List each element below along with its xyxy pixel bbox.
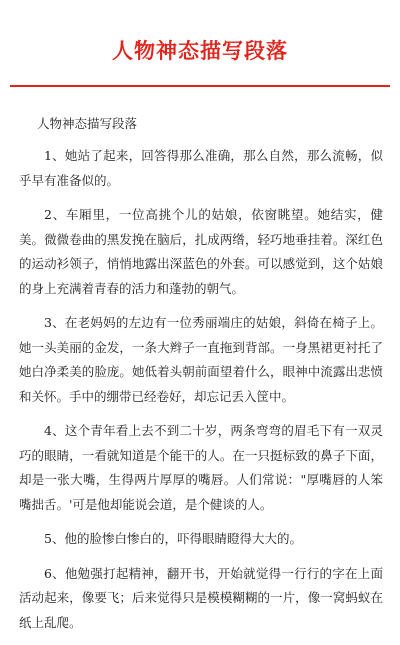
paragraph-1: 1、她站了起来，回答得那么准确，那么自然，那么流畅，似乎早有准备似的。: [19, 148, 383, 188]
article-subtitle: 人物神态描写段落: [37, 116, 138, 131]
title-divider: [10, 85, 390, 87]
paragraph-2: 2、车厢里，一位高挑个儿的姑娘，依窗眺望。她结实，健美。微微卷曲的黑发挽在脑后，扎成两绺，轻巧地垂挂着。深红色的运动衫领子，悄悄地露出深蓝色的外套。可以感觉到，这个姑娘的身上充满着青春的活力和蓬勃的朝气。: [19, 207, 383, 296]
article-body: [19, 115, 383, 645]
paragraph-5: 5、他的脸惨白惨白的，吓得眼睛瞪得大大的。: [44, 531, 302, 546]
paragraph-6: 6、他勉强打起精神，翻开书，开始就觉得一行行的字在上面活动起来，像要飞；后来觉得只是模模糊糊的一片，像一窝蚂蚁在纸上乱爬。: [19, 565, 383, 630]
page-title: 人物神态描写段落: [112, 39, 288, 63]
cut-off-next-line: [30, 600, 370, 608]
paragraph-4: 4、这个青年看上去不到二十岁，两条弯弯的眉毛下有一双灵巧的眼睛，一看就知道是个能干的人。在一只挺标致的鼻子下面，却是一张大嘴，生得两片厚厚的嘴唇。人们常说："厚嘴唇的人笨嘴拙舌。'可是他却能说会道，是个健谈的人。: [19, 423, 383, 512]
paragraph-3: 3、在老妈妈的左边有一位秀丽端庄的姑娘，斜倚在椅子上。她一头美丽的金发，一条大辫子一直拖到背部。一身黑裙更衬托了她白净柔美的脸庞。她低着头朝前面望着什么，眼神中流露出悲愤和关怀。手中的绷带已经卷好，却忘记丢入筐中。: [19, 315, 383, 404]
